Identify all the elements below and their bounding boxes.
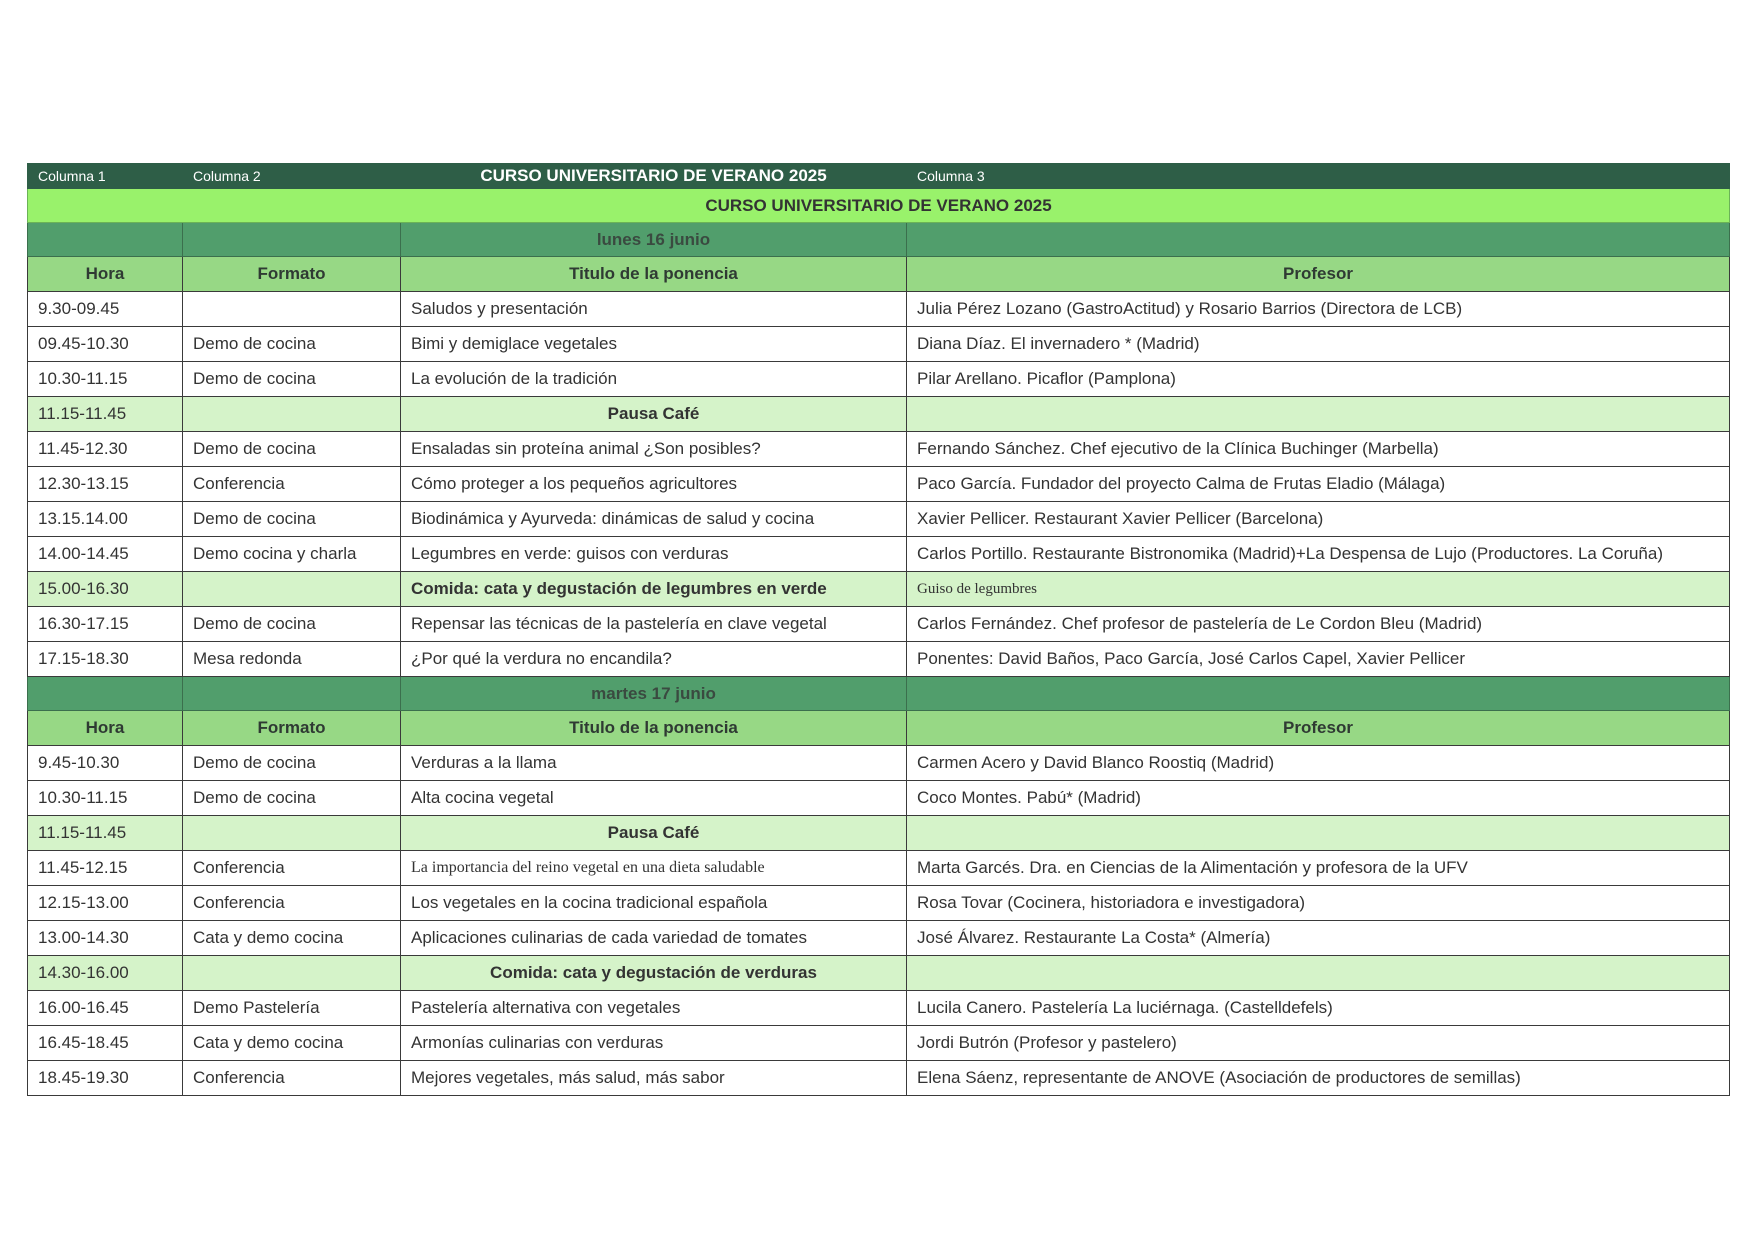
time-cell[interactable]: 10.30-11.15 <box>28 362 183 397</box>
title-cell[interactable]: Saludos y presentación <box>401 292 907 327</box>
session-row <box>28 467 1730 502</box>
time-cell[interactable]: 11.15-11.45 <box>28 816 183 851</box>
speaker-cell[interactable]: Carmen Acero y David Blanco Roostiq (Madrid) <box>907 746 1730 781</box>
schedule-sheet <box>27 163 1729 1096</box>
speaker-cell[interactable]: Elena Sáenz, representante de ANOVE (Asociación de productores de semillas) <box>907 1061 1730 1096</box>
title-cell[interactable]: Ensaladas sin proteína animal ¿Son posibles? <box>401 432 907 467</box>
title-cell[interactable]: Aplicaciones culinarias de cada variedad de tomates <box>401 921 907 956</box>
day-label: lunes 16 junio <box>401 223 907 257</box>
title-cell[interactable]: Pausa Café <box>401 816 907 851</box>
course-banner-row <box>28 189 1730 223</box>
time-cell[interactable]: 13.00-14.30 <box>28 921 183 956</box>
title-cell[interactable]: Los vegetales en la cocina tradicional española <box>401 886 907 921</box>
speaker-cell[interactable] <box>907 956 1730 991</box>
format-cell[interactable] <box>183 816 401 851</box>
format-cell[interactable]: Demo de cocina <box>183 432 401 467</box>
speaker-cell[interactable]: Jordi Butrón (Profesor y pastelero) <box>907 1026 1730 1061</box>
format-cell[interactable]: Conferencia <box>183 1061 401 1096</box>
session-row <box>28 642 1730 677</box>
format-cell[interactable]: Mesa redonda <box>183 642 401 677</box>
session-row <box>28 781 1730 816</box>
session-row <box>28 921 1730 956</box>
day-blank-cell[interactable] <box>907 223 1730 257</box>
day-blank-cell[interactable] <box>28 223 183 257</box>
title-cell[interactable]: Verduras a la llama <box>401 746 907 781</box>
format-cell[interactable] <box>183 956 401 991</box>
format-cell[interactable]: Demo de cocina <box>183 362 401 397</box>
time-cell[interactable]: 17.15-18.30 <box>28 642 183 677</box>
speaker-cell[interactable]: Ponentes: David Baños, Paco García, José Carlos Capel, Xavier Pellicer <box>907 642 1730 677</box>
heading-hora: Hora <box>28 711 183 746</box>
title-cell[interactable]: Armonías culinarias con verduras <box>401 1026 907 1061</box>
day-blank-cell[interactable] <box>28 677 183 711</box>
title-cell[interactable]: Repensar las técnicas de la pastelería en clave vegetal <box>401 607 907 642</box>
time-cell[interactable]: 11.45-12.30 <box>28 432 183 467</box>
title-cell[interactable]: Bimi y demiglace vegetales <box>401 327 907 362</box>
speaker-cell[interactable]: Diana Díaz. El invernadero * (Madrid) <box>907 327 1730 362</box>
day-header-row <box>28 677 1730 711</box>
title-cell[interactable]: Comida: cata y degustación de verduras <box>401 956 907 991</box>
time-cell[interactable]: 14.30-16.00 <box>28 956 183 991</box>
time-cell[interactable]: 12.30-13.15 <box>28 467 183 502</box>
day-blank-cell[interactable] <box>183 677 401 711</box>
format-cell[interactable] <box>183 572 401 607</box>
speaker-cell[interactable]: Rosa Tovar (Cocinera, historiadora e investigadora) <box>907 886 1730 921</box>
sheet-title: CURSO UNIVERSITARIO DE VERANO 2025 <box>401 164 907 189</box>
time-cell[interactable]: 09.45-10.30 <box>28 327 183 362</box>
time-cell[interactable]: 12.15-13.00 <box>28 886 183 921</box>
session-row <box>28 851 1730 886</box>
session-row <box>28 886 1730 921</box>
title-cell[interactable]: Comida: cata y degustación de legumbres en verde <box>401 572 907 607</box>
format-cell[interactable]: Demo de cocina <box>183 746 401 781</box>
break-row <box>28 397 1730 432</box>
format-cell[interactable]: Demo de cocina <box>183 502 401 537</box>
session-row <box>28 607 1730 642</box>
title-cell[interactable]: Pastelería alternativa con vegetales <box>401 991 907 1026</box>
column-1-header[interactable]: Columna 1 <box>28 164 183 189</box>
session-row <box>28 1026 1730 1061</box>
column-header-row <box>28 164 1730 189</box>
session-row <box>28 327 1730 362</box>
session-row <box>28 1061 1730 1096</box>
time-cell[interactable]: 9.45-10.30 <box>28 746 183 781</box>
format-cell[interactable] <box>183 292 401 327</box>
time-cell[interactable]: 18.45-19.30 <box>28 1061 183 1096</box>
speaker-cell[interactable] <box>907 816 1730 851</box>
time-cell[interactable]: 15.00-16.30 <box>28 572 183 607</box>
format-cell[interactable]: Conferencia <box>183 467 401 502</box>
title-cell[interactable]: Cómo proteger a los pequeños agricultores <box>401 467 907 502</box>
speaker-cell[interactable]: Guiso de legumbres <box>907 572 1730 607</box>
speaker-cell[interactable]: Marta Garcés. Dra. en Ciencias de la Alimentación y profesora de la UFV <box>907 851 1730 886</box>
title-cell[interactable]: Biodinámica y Ayurveda: dinámicas de salud y cocina <box>401 502 907 537</box>
speaker-cell[interactable]: Fernando Sánchez. Chef ejecutivo de la Clínica Buchinger (Marbella) <box>907 432 1730 467</box>
time-cell[interactable]: 10.30-11.15 <box>28 781 183 816</box>
speaker-cell[interactable] <box>907 397 1730 432</box>
session-row <box>28 537 1730 572</box>
format-cell[interactable]: Cata y demo cocina <box>183 1026 401 1061</box>
heading-formato: Formato <box>183 257 401 292</box>
format-cell[interactable]: Demo de cocina <box>183 781 401 816</box>
format-cell[interactable]: Cata y demo cocina <box>183 921 401 956</box>
day-label: martes 17 junio <box>401 677 907 711</box>
session-row <box>28 746 1730 781</box>
column-3-header[interactable]: Columna 3 <box>907 164 1730 189</box>
time-cell[interactable]: 11.45-12.15 <box>28 851 183 886</box>
speaker-cell[interactable]: Pilar Arellano. Picaflor (Pamplona) <box>907 362 1730 397</box>
title-cell[interactable]: Mejores vegetales, más salud, más sabor <box>401 1061 907 1096</box>
format-cell[interactable]: Conferencia <box>183 851 401 886</box>
time-cell[interactable]: 14.00-14.45 <box>28 537 183 572</box>
session-row <box>28 292 1730 327</box>
speaker-cell[interactable]: Carlos Portillo. Restaurante Bistronomika (Madrid)+La Despensa de Lujo (Productores. La Coruña) <box>907 537 1730 572</box>
column-headings-row <box>28 711 1730 746</box>
speaker-cell[interactable]: José Álvarez. Restaurante La Costa* (Almería) <box>907 921 1730 956</box>
session-row <box>28 991 1730 1026</box>
heading-profesor: Profesor <box>907 257 1730 292</box>
time-cell[interactable]: 16.00-16.45 <box>28 991 183 1026</box>
time-cell[interactable]: 13.15.14.00 <box>28 502 183 537</box>
session-row <box>28 502 1730 537</box>
speaker-cell[interactable]: Julia Pérez Lozano (GastroActitud) y Rosario Barrios (Directora de LCB) <box>907 292 1730 327</box>
break-row <box>28 956 1730 991</box>
day-blank-cell[interactable] <box>907 677 1730 711</box>
title-cell[interactable]: La evolución de la tradición <box>401 362 907 397</box>
format-cell[interactable]: Demo de cocina <box>183 607 401 642</box>
break-row <box>28 572 1730 607</box>
format-cell[interactable]: Demo Pastelería <box>183 991 401 1026</box>
column-headings-row <box>28 257 1730 292</box>
format-cell[interactable]: Demo cocina y charla <box>183 537 401 572</box>
format-cell[interactable] <box>183 397 401 432</box>
title-cell[interactable]: La importancia del reino vegetal en una dieta saludable <box>401 851 907 886</box>
heading-titulo: Titulo de la ponencia <box>401 257 907 292</box>
title-cell[interactable]: Alta cocina vegetal <box>401 781 907 816</box>
session-row <box>28 432 1730 467</box>
speaker-cell[interactable]: Xavier Pellicer. Restaurant Xavier Pellicer (Barcelona) <box>907 502 1730 537</box>
time-cell[interactable]: 16.45-18.45 <box>28 1026 183 1061</box>
speaker-cell[interactable]: Paco García. Fundador del proyecto Calma de Frutas Eladio (Málaga) <box>907 467 1730 502</box>
title-cell[interactable]: Legumbres en verde: guisos con verduras <box>401 537 907 572</box>
speaker-cell[interactable]: Carlos Fernández. Chef profesor de pastelería de Le Cordon Bleu (Madrid) <box>907 607 1730 642</box>
heading-profesor: Profesor <box>907 711 1730 746</box>
title-cell[interactable]: Pausa Café <box>401 397 907 432</box>
heading-formato: Formato <box>183 711 401 746</box>
time-cell[interactable]: 9.30-09.45 <box>28 292 183 327</box>
format-cell[interactable]: Conferencia <box>183 886 401 921</box>
day-header-row <box>28 223 1730 257</box>
session-row <box>28 362 1730 397</box>
title-cell[interactable]: ¿Por qué la verdura no encandila? <box>401 642 907 677</box>
day-blank-cell[interactable] <box>183 223 401 257</box>
heading-titulo: Titulo de la ponencia <box>401 711 907 746</box>
speaker-cell[interactable]: Lucila Canero. Pastelería La luciérnaga. (Castelldefels) <box>907 991 1730 1026</box>
column-2-header[interactable]: Columna 2 <box>183 164 401 189</box>
speaker-cell[interactable]: Coco Montes. Pabú* (Madrid) <box>907 781 1730 816</box>
course-banner: CURSO UNIVERSITARIO DE VERANO 2025 <box>28 189 1730 223</box>
time-cell[interactable]: 11.15-11.45 <box>28 397 183 432</box>
time-cell[interactable]: 16.30-17.15 <box>28 607 183 642</box>
heading-hora: Hora <box>28 257 183 292</box>
format-cell[interactable]: Demo de cocina <box>183 327 401 362</box>
break-row <box>28 816 1730 851</box>
schedule-table <box>27 163 1730 1096</box>
